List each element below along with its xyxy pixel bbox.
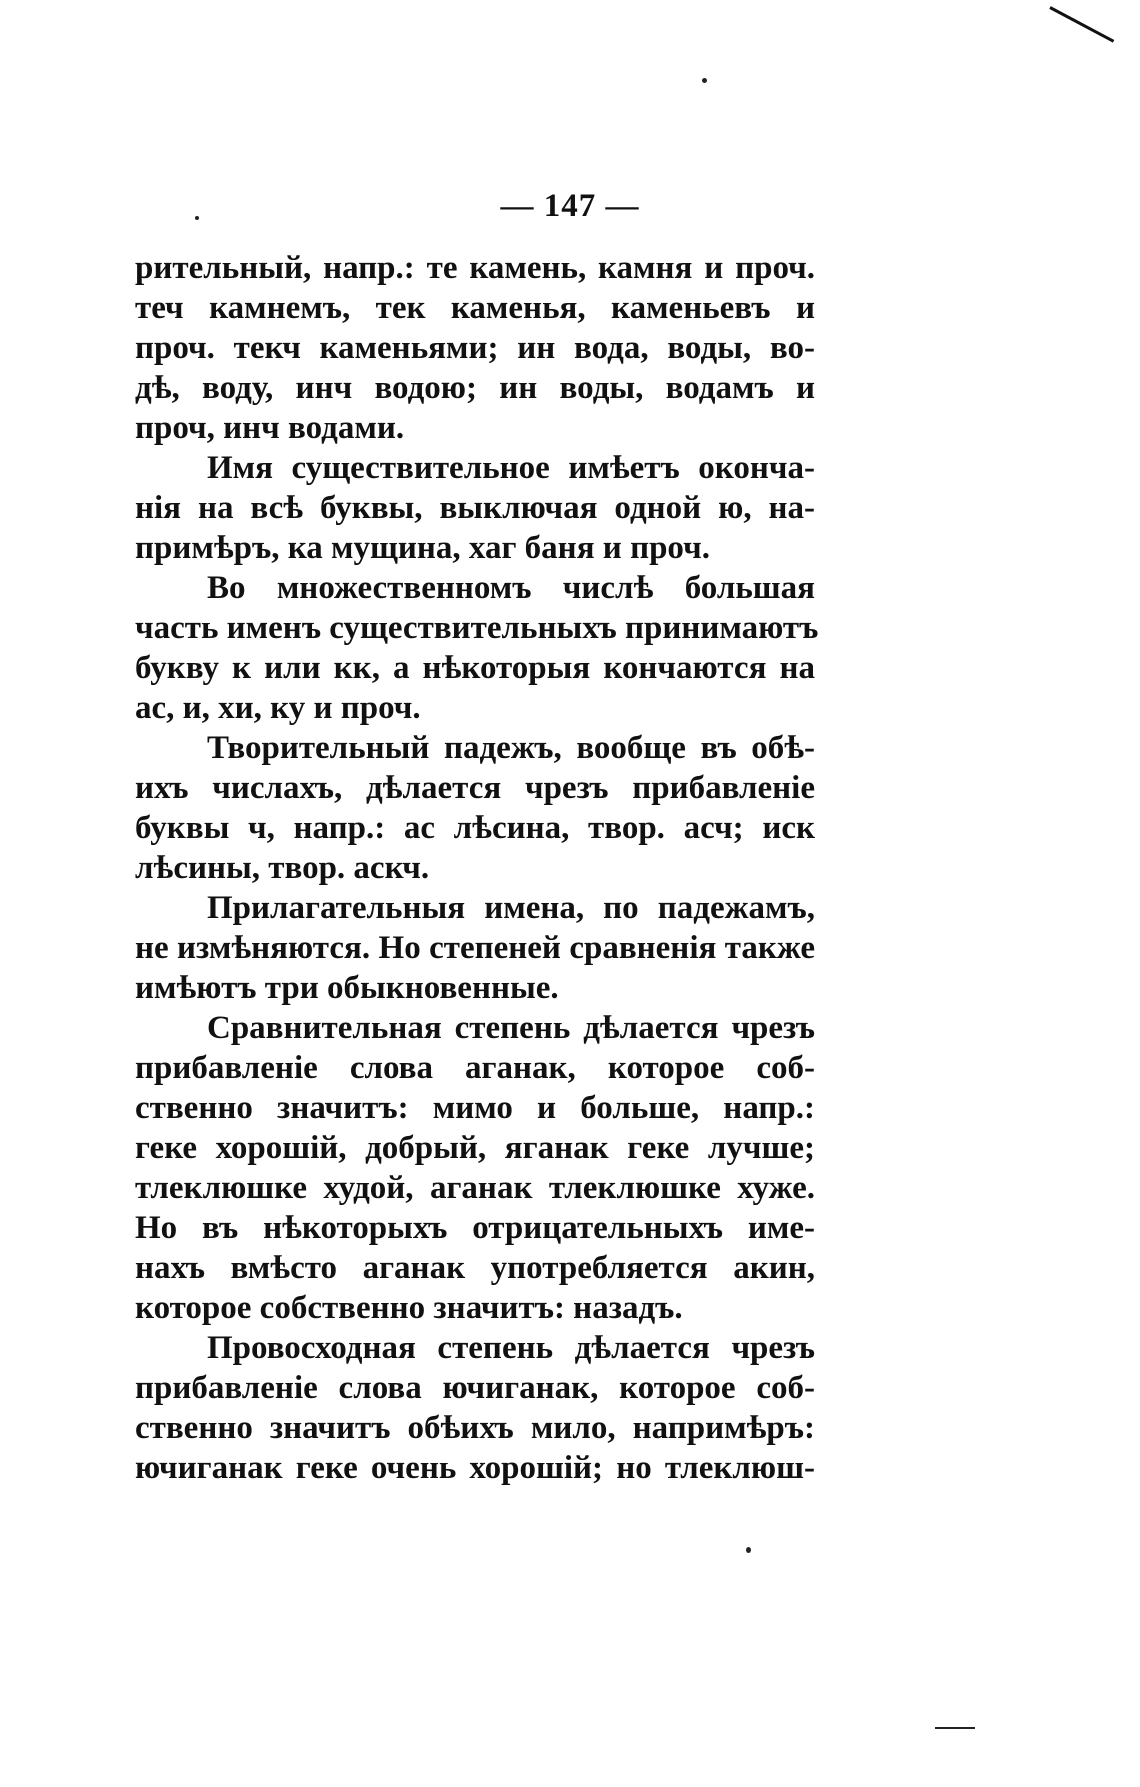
text-line: часть именъ существительныхъ принимаютъ bbox=[135, 610, 819, 646]
text-line: проч. текч каменьями; ин вода, воды, во- bbox=[135, 330, 815, 366]
scan-line bbox=[935, 1727, 975, 1729]
text-line: Прилагательныя имена, по падежамъ, bbox=[207, 890, 815, 926]
text-line: тлеклюшке худой, аганак тлеклюшке хуже. bbox=[135, 1170, 815, 1206]
text-line: рительный, напр.: те камень, камня и проч. bbox=[135, 250, 815, 286]
text-line: нія на всѣ буквы, выключая одной ю, на- bbox=[135, 490, 815, 526]
scan-speck bbox=[746, 1547, 751, 1553]
text-line: которое собственно значитъ: назадъ. bbox=[135, 1290, 683, 1326]
text-line: Имя существительное имѣетъ оконча- bbox=[207, 450, 815, 486]
text-line: букву к или кк, а нѣкоторыя кончаются на bbox=[135, 650, 815, 686]
text-line: не измѣняются. Но степеней сравненія также bbox=[135, 930, 815, 966]
body-text bbox=[135, 248, 819, 1488]
text-line: дѣ, воду, инч водою; ин воды, водамъ и bbox=[135, 370, 815, 406]
text-line: Провосходная степень дѣлается чрезъ bbox=[207, 1330, 815, 1366]
text-line: ихъ числахъ, дѣлается чрезъ прибавленіе bbox=[135, 770, 815, 806]
scan-speck bbox=[195, 216, 199, 220]
text-line: ючиганак геке очень хорошій; но тлеклюш- bbox=[135, 1450, 815, 1486]
text-line: лѣсины, твор. аскч. bbox=[135, 850, 430, 886]
page-number: — 147 — bbox=[500, 188, 640, 224]
text-line: прибавленіе слова ючиганак, которое соб- bbox=[135, 1370, 815, 1406]
text-line: нахъ вмѣсто аганак употребляется акин, bbox=[135, 1250, 815, 1286]
text-line: Сравнительная степень дѣлается чрезъ bbox=[207, 1010, 815, 1046]
text-line: проч, инч водами. bbox=[135, 410, 405, 446]
text-line: буквы ч, напр.: ас лѣсина, твор. асч; иск bbox=[135, 810, 815, 846]
text-line: ственно значитъ обѣихъ мило, напримѣръ: bbox=[135, 1410, 815, 1446]
text-line: прибавленіе слова аганак, которое соб- bbox=[135, 1050, 815, 1086]
text-line: имѣютъ три обыкновенные. bbox=[135, 970, 559, 1006]
text-line: теч камнемъ, тек каменья, каменьевъ и bbox=[135, 290, 815, 326]
text-line: Во множественномъ числѣ большая bbox=[207, 570, 815, 606]
scan-speck bbox=[702, 78, 707, 83]
text-line: Но въ нѣкоторыхъ отрицательныхъ име- bbox=[135, 1210, 815, 1246]
scan-mark bbox=[1049, 6, 1114, 42]
text-line: ственно значитъ: мимо и больше, напр.: bbox=[135, 1090, 815, 1126]
text-line: Творительный падежъ, вообще въ обѣ- bbox=[207, 730, 815, 766]
text-line: примѣръ, ка мущина, хаг баня и проч. bbox=[135, 530, 710, 566]
text-line: ас, и, хи, ку и проч. bbox=[135, 690, 421, 726]
text-line: геке хорошій, добрый, яганак геке лучше; bbox=[135, 1130, 815, 1166]
